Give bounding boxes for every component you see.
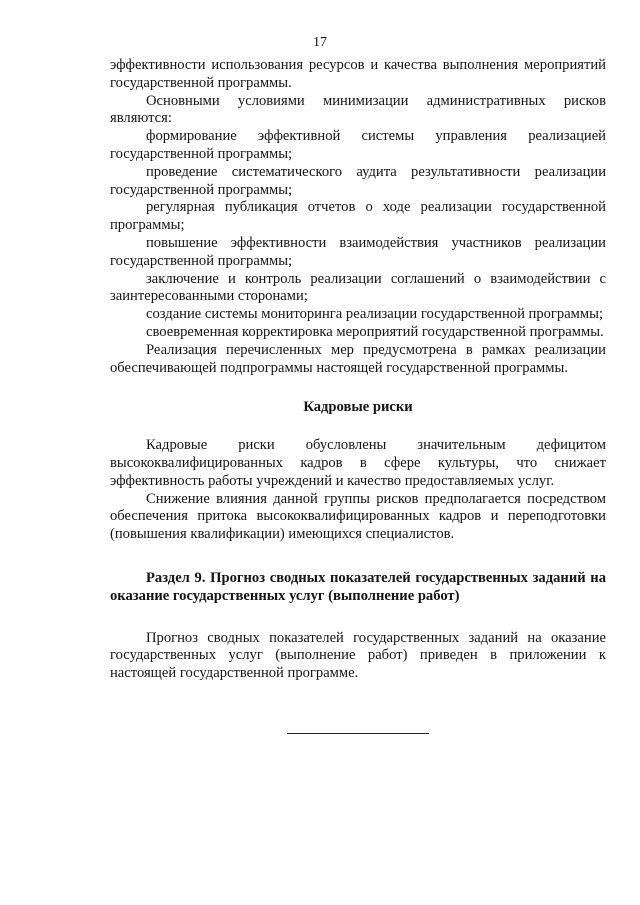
page-number: 17 xyxy=(313,35,327,50)
paragraph-personnel-risks: Кадровые риски обусловлены значительным дефицитом высококвалифицированных кадров в сфере культуры, что снижает эффективность работы учреждений и качество предоставляемых услуг. xyxy=(110,437,606,489)
end-rule xyxy=(287,733,429,734)
list-item-monitoring: создание системы мониторинга реализации государственной программы; xyxy=(146,306,604,323)
page-content xyxy=(110,57,606,683)
list-item-reports: регулярная публикация отчетов о ходе реализации государственной программы; xyxy=(110,199,606,234)
list-item-interaction: повышение эффективности взаимодействия участников реализации государственной программы; xyxy=(110,234,606,269)
paragraph-implementation: Реализация перечисленных мер предусмотрена в рамках реализации обеспечивающей подпрограммы настоящей государственной программы. xyxy=(110,341,606,376)
paragraph-continuation: эффективности использования ресурсов и качества выполнения мероприятий государственной программы. xyxy=(110,57,606,91)
paragraph-risk-reduction: Снижение влияния данной группы рисков предполагается посредством обеспечения притока высококвалифицированных кадров и переподготовки (повышения квалификации) имеющихся специалистов. xyxy=(110,490,606,543)
paragraph-conditions-intro: Основными условиями минимизации административных рисков являются: xyxy=(110,92,606,127)
list-item-agreements: заключение и контроль реализации соглашений о взаимодействии с заинтересованными сторонами; xyxy=(110,270,606,305)
heading-section-9: Раздел 9. Прогноз сводных показателей государственных заданий на оказание государственных услуг (выполнение работ) xyxy=(110,569,606,604)
paragraph-forecast: Прогноз сводных показателей государственных заданий на оказание государственных услуг (выполнение работ) приведен в приложении к настоящей государственной программе. xyxy=(110,629,606,682)
list-item-adjustment: своевременная корректировка мероприятий государственной программы. xyxy=(146,323,604,340)
list-item-system: формирование эффективной системы управления реализацией государственной программы; xyxy=(110,128,606,162)
list-item-audit: проведение систематического аудита результативности реализации государственной программы; xyxy=(110,163,606,198)
heading-personnel-risks: Кадровые риски xyxy=(303,399,413,416)
